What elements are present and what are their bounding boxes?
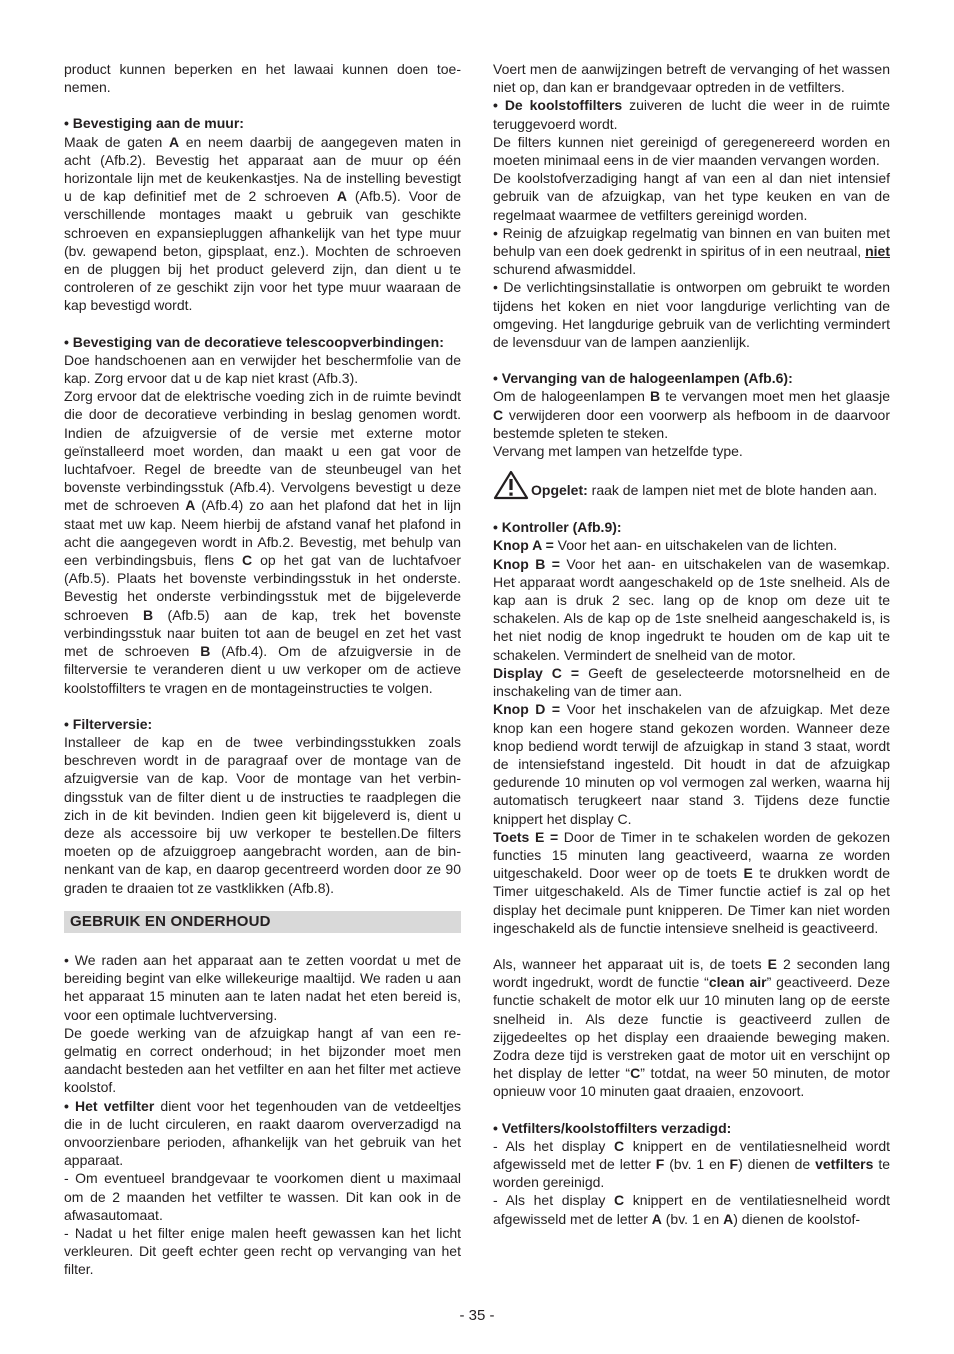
telescope-heading: • Bevestiging van de decoratieve telescoopverbindingen: [64,333,444,350]
knop-b-paragraph: Knop B = Voor het aan- en uitschakelen van de wasemkap. Het apparaat wordt aangeschakeld op de 1ste snelheid. Als de kap aan is druk 2 sec. lang op de knop om deze uit te schakelen. Als de kap op de 1ste snelheid aangeschakeld is, is het niet nodig de knop ingedrukt te houden om de kap uit te schakelen. Vermindert de snelheid van de motor. [493,555,890,663]
telescope-paragraph-2: Zorg ervoor dat de elektrische voeding zich in de ruimte bevindt die door de decoratieve verbinding in beslag genomen wordt. Indien de afzuigversie of de versie met externe motor geïnstalleerd moet worden, dan maakt u een gat voor de luchtafvoer. Regel de breedte van de steunbeugel van het bovenste verbindingsstuk (Afb.4). Vervolgens bevestigt u deze met de schroeven A (Afb.4) zo aan het plafond dat het in lijn staat met uw kap. Neem hierbij de afstand vanaf het plafond in acht die aangegeven wordt in Afb.2. Bevestig, met behulp van een verbindingsbuis, flens C op het gat van de luchtafvoer (Afb.5). Plaats het bovenste verbindingsstuk in het onderste. Bevestig het onderste verbindingsstuk met de bijgeleverde schroeven B (Afb.5) aan de kap, trek het bovenste verbindingsstuk naar buiten tot aan de beugel en zet het vast met de schroeven B (Afb.4). Om de afzuigversie in de filterversie te veranderen dient u uw verkoper om de actieve koolstoffilters te vragen en de montageinstructies te volgen. [64,388,462,696]
right-paragraph-3: De filters kunnen niet gereinigd of geregenereerd worden en moeten minimaal eens in de vier maanden vervangen worden. [493,133,890,169]
filter-version-heading: • Filterversie: [64,715,153,732]
saturated-heading: • Vetfilters/koolstoffilters verzadigd: [493,1119,732,1136]
wall-mount-paragraph: Maak de gaten A en neem daarbij de aangegeven maten in acht (Afb.2). Bevestig het apparaat aan de muur op één horizontale lijn met de keukenkastjes. Na de instelling bevestigt u de kap definitief met de 2 schroeven A (Afb.5). Voor de verschillende montages maakt u gebruik van geschikte schroeven en expansiepluggen afhankelijk van het type muur (bv. gewapend beton, gipsplaat, enz.). Mochten de schroeven en de pluggen bij het product geleverd zijn, dan dient u te controleren of ze geschikt zijn voor het type muur waaraan de kap bevestigd wordt. [64,133,462,314]
halogen-paragraph-1: Om de halogeenlampen B te vervangen moet men het glaasje C verwijderen door een voorwerp als hefboom in de daarvoor bestemde spleten te steken. [493,388,890,441]
right-paragraph-1: Voert men de aanwijzingen betreft de vervanging of het wassen niet op, dan kan er brandgevaar optreden in de vetfilters. [493,61,890,96]
controls-heading: • Kontroller (Afb.9): [493,519,622,536]
right-column [493,60,890,1228]
right-paragraph-6: • De verlichtingsinstallatie is ontworpen om gebruikt te worden tijdens het koken en niet voor langdurige verlichting van de omgeving. Het langdurige gebruik van de verlichting vermindert de levensduur van de lampen aanzienlijk. [493,279,890,351]
wall-mount-heading: • Bevestiging aan de muur: [64,115,244,132]
saturated-carbon-paragraph: - Als het display C knippert en de ventilatiesnelheid wordt afgewisseld met de letter A (bv. 1 en A) dienen de koolstof- [493,1192,890,1227]
right-paragraph-5: • Reinig de afzuigkap regelmatig van binnen en van buiten met behulp van een doek gedrenkt in spiritus of in een neutraal, niet schurend afwasmiddel. [493,224,890,278]
telescope-paragraph-1: Doe handschoenen aan en verwijder het beschermfolie van de kap. Zorg ervoor dat u de kap niet krast (Afb.3). [64,351,461,387]
toets-e-paragraph: Toets E = Door de Timer in te schakelen worden de gekozen functies 15 minuten lang geactiveerd, waarna ze worden uitgeschakeld. Door weer op de toets E te drukken wordt de Timer uitgeschakeld. Als de Timer functie actief is zal op het display het decimale punt knipperen. De Timer kan niet worden ingeschakeld als de functie intensieve snelheid is geactiveerd. [493,828,891,936]
use-paragraph-2: De goede werking van de afzuigkap hangt af van een regelmatig en correct onderhoud; in het bijzonder moet men aandacht besteden aan het vetfilter en aan het filter met actieve koolstof. [64,1024,461,1096]
use-paragraph-1: • We raden aan het apparaat aan te zetten voordat u met de bereiding begint van elke willekeurige maaltijd. We raden u aan het apparaat 15 minuten aan te laten nadat het eten bereid is, voor een optimale luchtverversing. [64,951,461,1023]
clean-air-paragraph: Als, wanneer het apparaat uit is, de toets E 2 seconden lang wordt ingedrukt, wordt de functie “clean air” geactiveerd. Deze functie schakelt de motor elk uur 10 minuten lang op de eerste snelheid in. Als deze functie is geactiveerd zullen de zijgedeeltes op het display een draaiende beweging maken. Zodra deze tijd is verstreken gaat de motor uit en verschijnt op het display de letter “C” totdat, na weer 50 minuten, de motor opnieuw voor 10 minuten gaat draaien, enzovoort. [493,955,890,1100]
right-paragraph-4: De koolstofverzadiging hangt af van een al dan niet intensief gebruik van de afzuigkap, van het type keuken en van de regelmaat waarmee de vetfilters gereinigd worden. [493,170,890,223]
section-header-use-maintenance: GEBRUIK EN ONDERHOUD [64,911,461,933]
display-c-paragraph: Display C = Geeft de geselecteerde motorsnelheid en de inschakeling van de timer aan. [493,664,890,700]
saturated-grease-paragraph: - Als het display C knippert en de ventilatiesnelheid wordt afgewisseld met de letter F (bv. 1 en F) dienen de vetfilters te worden gereinigd. [493,1137,890,1191]
use-paragraph-3: • Het vetfilter dient voor het tegenhouden van de vetdeeltjes die in de lucht circuleren, en raakt daarom oververzadigd na onvoorzienbare perioden, afhankelijk van het gebruik van het apparaat. [64,1097,462,1169]
use-paragraph-4: - Om eventueel brandgevaar te voorkomen dient u maximaal om de 2 maanden het vetfilter te wassen. Dit kan ook in de afwasautomaat. [64,1170,461,1223]
intro-paragraph: product kunnen beperken en het lawaai kunnen doen toenemen. [64,61,461,96]
page-number: - 35 - [459,1307,495,1324]
warning-triangle-icon [493,470,529,500]
knop-d-paragraph: Knop D = Voor het inschakelen van de afzuigkap. Met deze knop kan een hogere stand gekozen worden. Wanneer deze knop bediend wordt terwijl de afzuigkap in stand 3 staat, wordt de intensiefstand ingesteld. Dit houdt in dat de afzuigkap gedurende 10 minuten op vol vermogen zal werken, waarna hij automatisch terugkeert naar stand 3. Tijdens deze functie knippert het display C. [493,701,890,827]
warning-line: Opgelet: raak de lampen niet met de blote handen aan. [493,470,890,500]
filter-version-paragraph: Installeer de kap en de twee verbindingsstukken zoals beschreven wordt in de paragraaf over de montage van de afzuigversie van de kap. Voor de montage van het verbindingsstuk van de filter dient u de instructies te raadplegen die zich in de kit bevinden. Indien geen kit bijgeleverd is, dient u deze als accessoire bij uw verkoper te bestellen.De filters moeten op de afzuiggroep aangebracht worden, aan de binnenkant van de kap, en daarop gecentreerd worden door ze 90 graden te draaien tot ze vastklikken (Afb.8). [64,733,461,896]
knop-a-paragraph: Knop A = Voor het aan- en uitschakelen van de lichten. [493,537,838,554]
left-column [64,60,461,1279]
halogen-heading: • Vervanging van de halogeenlampen (Afb.6): [493,370,793,387]
halogen-paragraph-2: Vervang met lampen van hetzelfde type. [493,443,743,460]
right-paragraph-2: • De koolstoffilters zuiveren de lucht die weer in de ruimte teruggevoerd wordt. [493,97,890,132]
use-paragraph-5: - Nadat u het filter enige malen heeft gewassen kan het licht verkleuren. Dit geeft echter geen recht op vervanging van het filter. [64,1224,461,1278]
